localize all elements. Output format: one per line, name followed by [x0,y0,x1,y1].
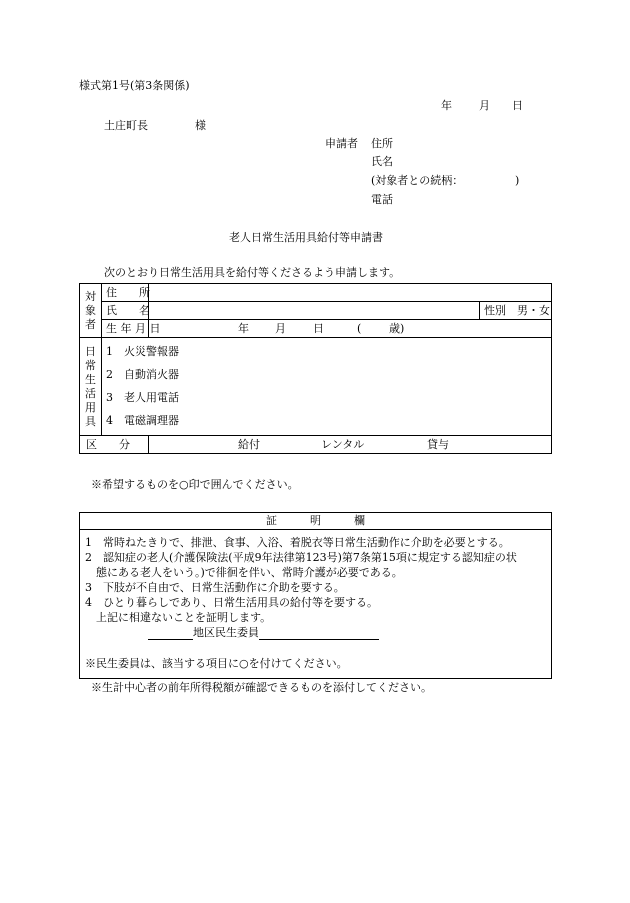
equipment-item-elderly-phone[interactable]: 3 老人用電話 [106,391,179,404]
target-gender-field[interactable]: 性別 男・女 [480,302,552,320]
intro-text: 次のとおり日常生活用具を給付等くださるよう申請します。 [104,266,401,279]
target-person-label: 対 象 者 [80,284,102,338]
committee-signature-line [85,625,517,640]
target-name-label: 氏 名 [102,302,149,320]
category-options [149,436,552,454]
applicant-relation-close: ) [515,174,520,187]
target-address-field[interactable] [149,284,552,302]
certification-item-1[interactable]: 1 常時ねたきりで、排泄、食事、入浴、着脱衣等日常生活動作に介助を必要とする。 [85,536,510,549]
footer-note: ※生計中心者の前年所得税額が確認できるものを添付してください。 [91,681,432,694]
certification-header: 証 明 欄 [80,513,551,530]
birth-year-label: 年 [238,322,249,335]
birth-day-label: 日 [313,322,324,335]
committee-label: 地区民生委員 [193,626,259,639]
target-address-label: 住 所 [102,284,149,302]
applicant-address-label: 住所 [371,137,393,150]
category-label: 区 分 [80,436,149,454]
document-title: 老人日常生活用具給付等申請書 [229,231,383,244]
target-name-field[interactable] [149,302,480,320]
category-option-loan[interactable]: 貸与 [427,438,449,451]
certification-confirm: 上記に相違ないことを証明します。 [96,611,272,624]
certification-item-2-cont: 態にある老人をいう。)で徘徊を伴い、常時介護が必要である。 [85,566,403,579]
form-number: 様式第1号(第3条関係) [79,79,190,92]
date-month: 月 [479,99,490,112]
certification-item-3[interactable]: 3 下肢が不自由で、日常生活動作に介助を要する。 [85,581,345,594]
category-option-rental[interactable]: レンタル [321,438,365,451]
circle-note: ※希望するものを○印で囲んでください。 [91,478,299,491]
applicant-relation-label: (対象者との続柄： [371,174,464,187]
certification-box [79,512,552,679]
equipment-item-fire-alarm[interactable]: 1 火災警報器 [106,345,179,358]
application-table [79,283,552,454]
committee-signature-blank[interactable] [259,627,379,640]
certification-item-2[interactable]: 2 認知症の老人(介護保険法(平成9年法律第123号)第7条第15項に規定する認知症の状 [85,551,517,564]
target-birthdate-label: 生 年 月 日 [102,320,149,338]
date-day: 日 [512,99,523,112]
equipment-list [102,338,552,436]
date-year: 年 [441,99,452,112]
equipment-item-auto-extinguisher[interactable]: 2 自動消火器 [106,368,179,381]
addressee-name: 土庄町長 [104,119,148,132]
district-blank[interactable] [148,627,193,640]
equipment-item-induction-cooker[interactable]: 4 電磁調理器 [106,414,179,427]
equipment-label: 日 常 生 活 用 具 [80,338,102,436]
certification-item-4[interactable]: 4 ひとり暮らしであり、日常生活用具の給付等を要する。 [85,596,378,609]
target-birthdate-field[interactable] [149,320,552,338]
addressee-honorific: 様 [195,119,206,132]
birth-month-label: 月 [275,322,286,335]
applicant-name-label: 氏名 [371,155,393,168]
category-option-provision[interactable]: 給付 [238,438,260,451]
age-open: ( [357,322,362,335]
applicant-phone-label: 電話 [371,193,393,206]
age-label: 歳) [389,322,405,335]
applicant-label: 申請者 [325,137,358,150]
committee-note: ※民生委員は、該当する項目に○を付けてください。 [85,657,348,670]
